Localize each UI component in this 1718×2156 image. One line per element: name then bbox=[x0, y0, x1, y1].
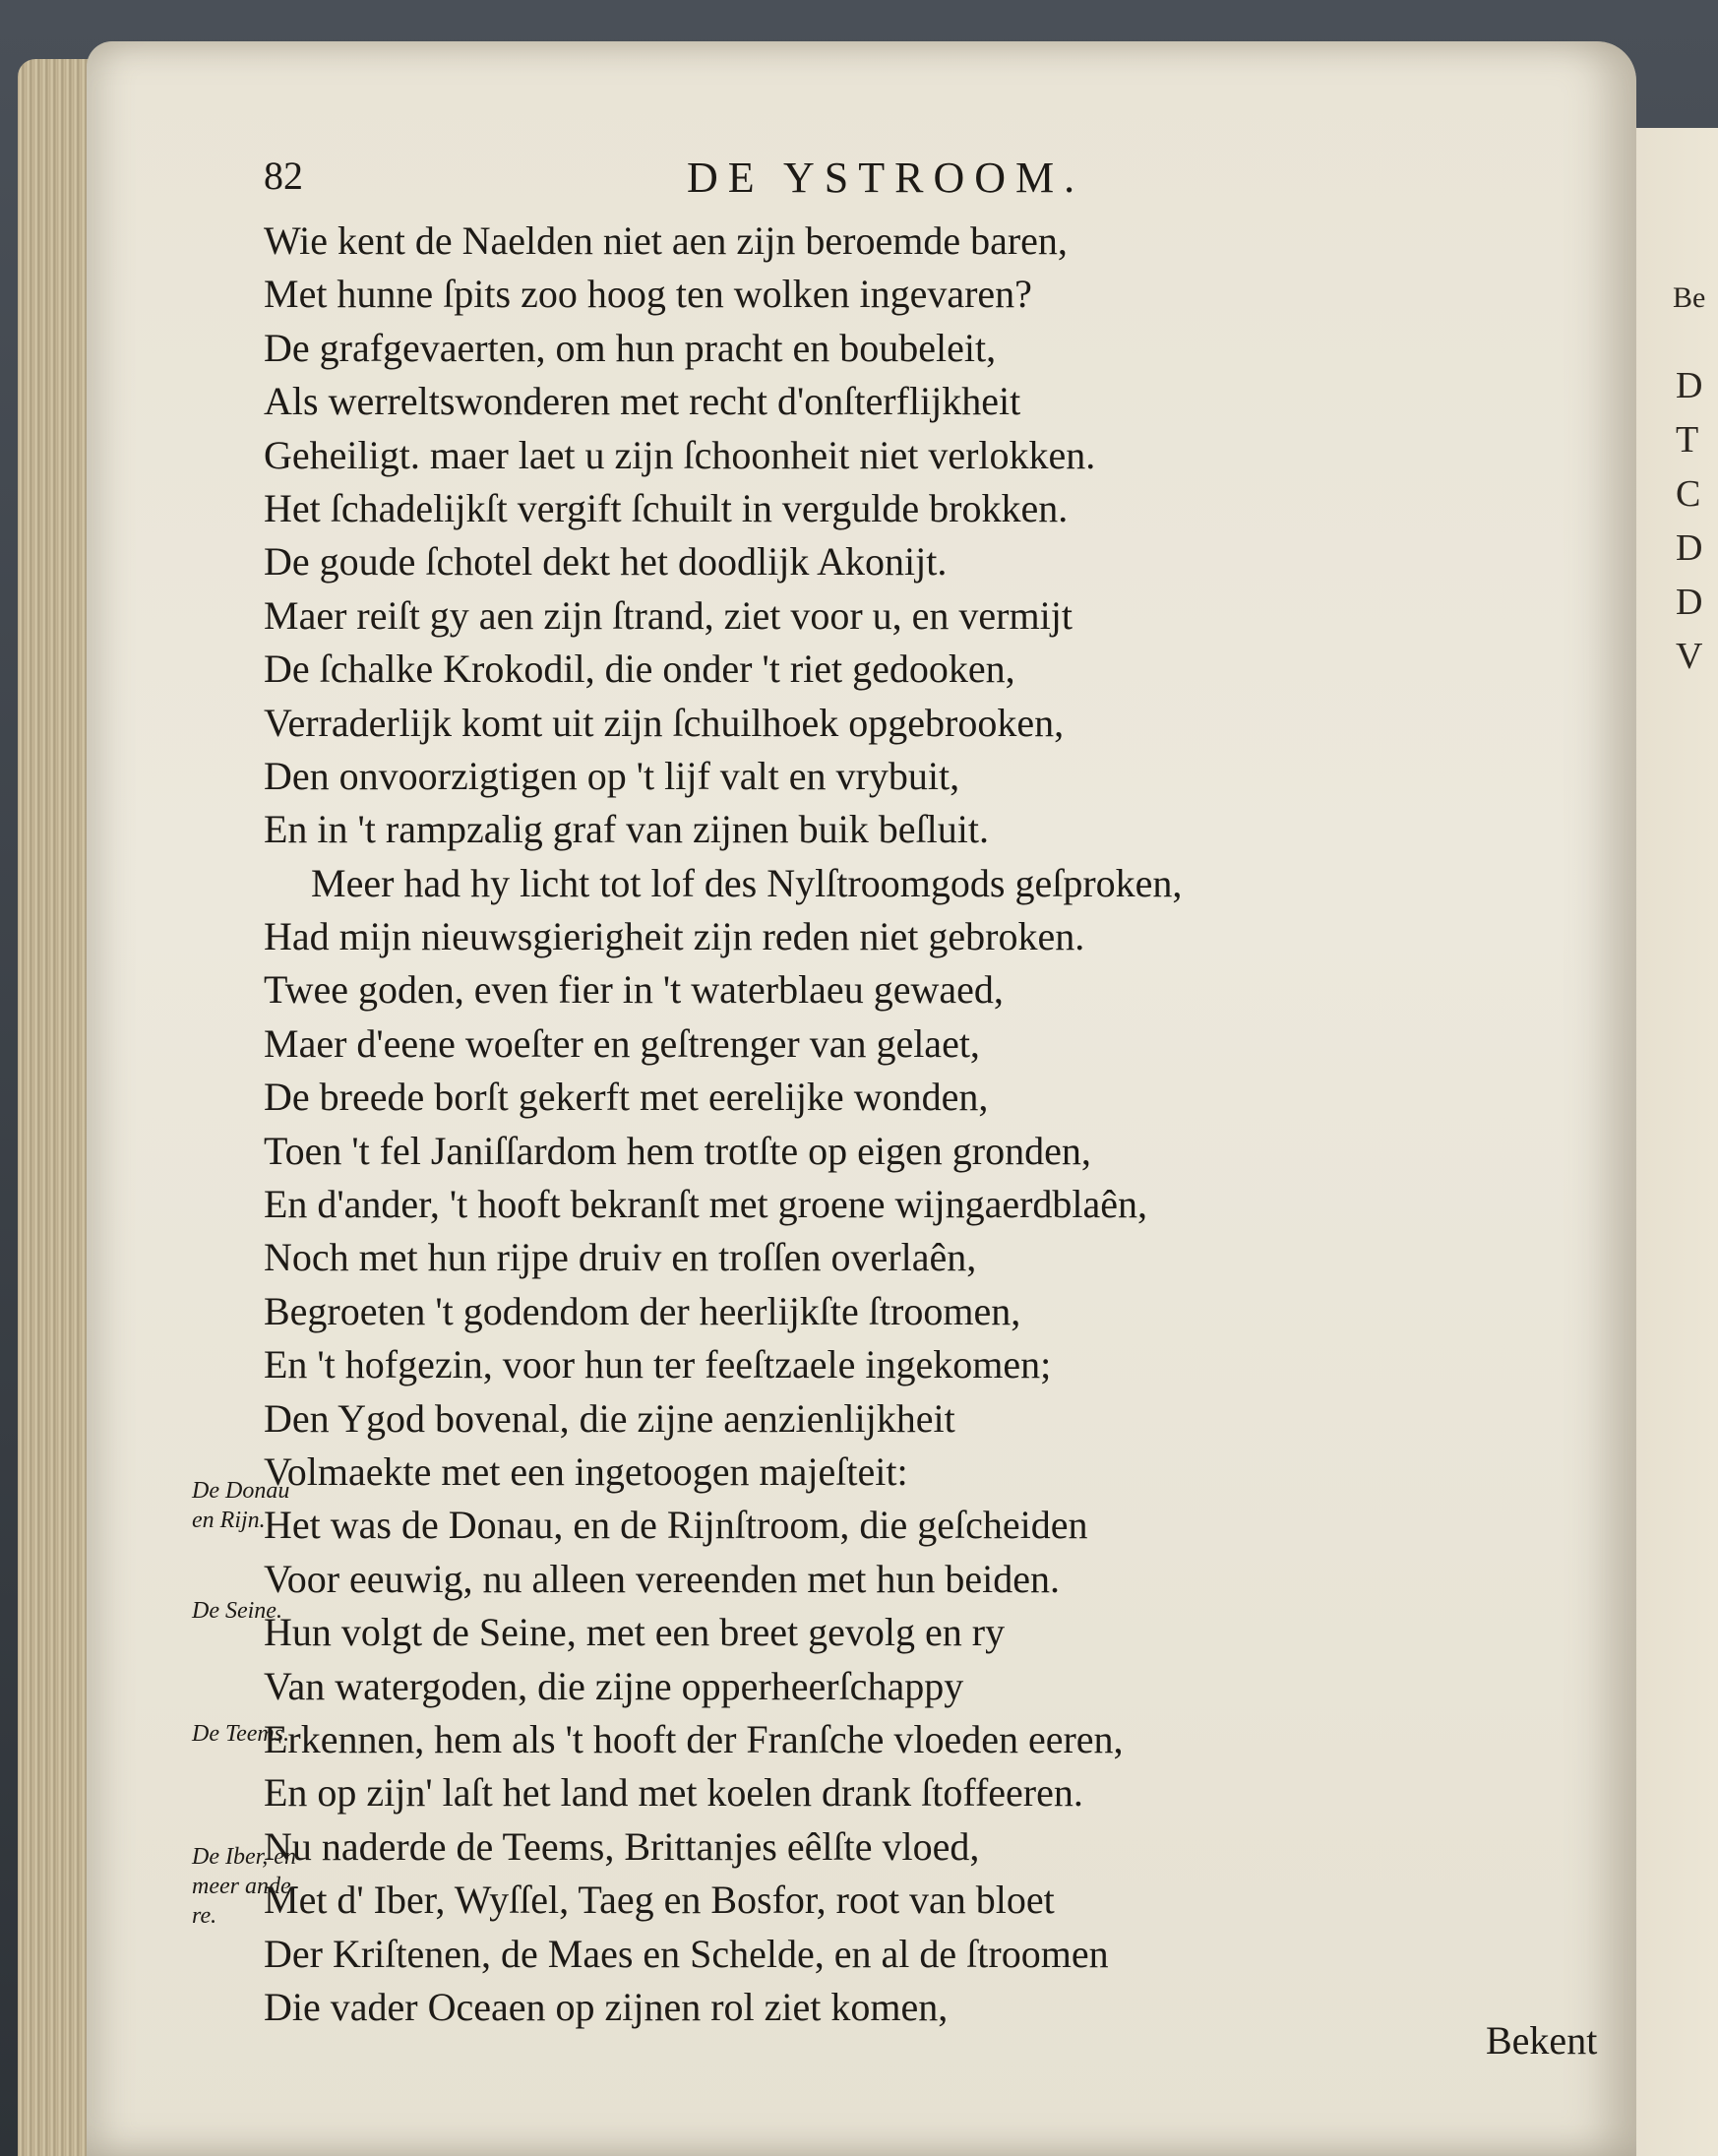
margin-note-line: re. bbox=[192, 1903, 217, 1929]
verse-line: Met hunne ſpits zoo hoog ten wolken ingevaren? bbox=[264, 272, 1032, 317]
facing-page-letter: D bbox=[1676, 527, 1703, 569]
facing-page-letter: T bbox=[1676, 419, 1699, 461]
verse-line: Maer d'eene woeſter en geſtrenger van gelaet, bbox=[264, 1020, 980, 1066]
verse-line: Den Ygod bovenal, die zijne aenzienlijkheit bbox=[264, 1395, 955, 1441]
verse-line: De goude ſchotel dekt het doodlijk Akonijt. bbox=[264, 539, 948, 585]
facing-page-letter: C bbox=[1676, 473, 1701, 515]
verse-line: Nu naderde de Teems, Brittanjes eêlſte vloed, bbox=[264, 1823, 980, 1869]
verse-line: Die vader Oceaen op zijnen rol ziet komen, bbox=[264, 1984, 949, 2029]
verse-line: Als werreltswonderen met recht d'onſterflijkheit bbox=[264, 379, 1021, 424]
verse-line: Hun volgt de Seine, met een breet gevolg en ry bbox=[264, 1610, 1006, 1655]
verse-line: Het ſchadelijkſt vergift ſchuilt in vergulde brokken. bbox=[264, 485, 1069, 530]
catchword: Bekent bbox=[1486, 2018, 1598, 2063]
verse-line: Maer reiſt gy aen zijn ſtrand, ziet voor u, en vermijt bbox=[264, 592, 1073, 638]
page-header bbox=[264, 153, 1248, 212]
verse-line: Het was de Donau, en de Rijnſtroom, die geſcheiden bbox=[264, 1503, 1088, 1548]
facing-page-letter: D bbox=[1676, 582, 1703, 623]
verse-line: Met d' Iber, Wyſſel, Taeg en Bosfor, root van bloet bbox=[264, 1878, 1055, 1923]
verse-line: De grafgevaerten, om hun pracht en boubeleit, bbox=[264, 325, 997, 370]
facing-page-letter: D bbox=[1676, 365, 1703, 406]
verse-line: Der Kriſtenen, de Maes en Schelde, en al de ſtroomen bbox=[264, 1931, 1109, 1976]
verse-line: Noch met hun rijpe druiv en troſſen overlaên, bbox=[264, 1235, 977, 1280]
margin-note-iber bbox=[192, 1842, 299, 1931]
verse-line: Wie kent de Naelden niet aen zijn beroemde baren, bbox=[264, 218, 1068, 263]
verse-line: Had mijn nieuwsgierigheit zijn reden niet gebroken. bbox=[264, 914, 1085, 959]
verse-line: En d'ander, 't hooft bekranſt met groene wijngaerdblaên, bbox=[264, 1182, 1148, 1227]
verse-line: Erkennen, hem als 't hooft der Franſche vloeden eeren, bbox=[264, 1716, 1124, 1761]
verse-line: De breede borſt gekerft met eerelijke wonden, bbox=[264, 1075, 989, 1120]
verse-line: Verraderlijk komt uit zijn ſchuilhoek opgebrooken, bbox=[264, 700, 1065, 745]
verse-line: En 't hofgezin, voor hun ter feeſtzaele ingekomen; bbox=[264, 1342, 1052, 1387]
verse-line: Volmaekte met een ingetoogen majeſteit: bbox=[264, 1448, 908, 1494]
margin-note-line: De Donau bbox=[192, 1478, 290, 1504]
facing-page-letter: V bbox=[1676, 636, 1703, 677]
margin-note-line: De Seine. bbox=[192, 1598, 282, 1624]
verse-line: En op zijn' laſt het land met koelen drank ſtoffeeren. bbox=[264, 1770, 1083, 1816]
verse-line: Voor eeuwig, nu alleen vereenden met hun beiden. bbox=[264, 1556, 1060, 1601]
verse-line: Van watergoden, die zijne opperheerſchappy bbox=[264, 1663, 964, 1708]
margin-note-line: De Iber, en bbox=[192, 1844, 296, 1870]
verse-line: Den onvoorzigtigen op 't lijf valt en vrybuit, bbox=[264, 753, 960, 798]
verse-line: De ſchalke Krokodil, die onder 't riet gedooken, bbox=[264, 647, 1015, 692]
verse-line: Toen 't fel Janiſſardom hem trotſte op eigen gronden, bbox=[264, 1128, 1091, 1173]
verse-line: Begroeten 't godendom der heerlijkſte ſtroomen, bbox=[264, 1288, 1021, 1333]
verse-line: Geheiligt. maer laet u zijn ſchoonheit niet verlokken. bbox=[264, 432, 1096, 477]
verse-block bbox=[264, 215, 1182, 2034]
verse-line: Twee goden, even fier in 't waterblaeu gewaed, bbox=[264, 967, 1004, 1013]
margin-note-line: en Rijn. bbox=[192, 1508, 266, 1533]
running-title: DE YSTROOM. bbox=[687, 154, 1085, 202]
margin-note-teems bbox=[192, 1719, 289, 1749]
verse-line: Meer had hy licht tot lof des Nylſtroomgods geſproken, bbox=[311, 860, 1183, 905]
margin-note-seine bbox=[192, 1596, 282, 1626]
page-number: 82 bbox=[264, 154, 303, 198]
facing-page-top: Be bbox=[1673, 281, 1706, 314]
margin-note-line: De Teems. bbox=[192, 1721, 290, 1747]
margin-note-line: meer ande- bbox=[192, 1874, 299, 1899]
verse-line: En in 't rampzalig graf van zijnen buik beſluit. bbox=[264, 807, 989, 852]
margin-note-donau-rijn bbox=[192, 1476, 289, 1535]
